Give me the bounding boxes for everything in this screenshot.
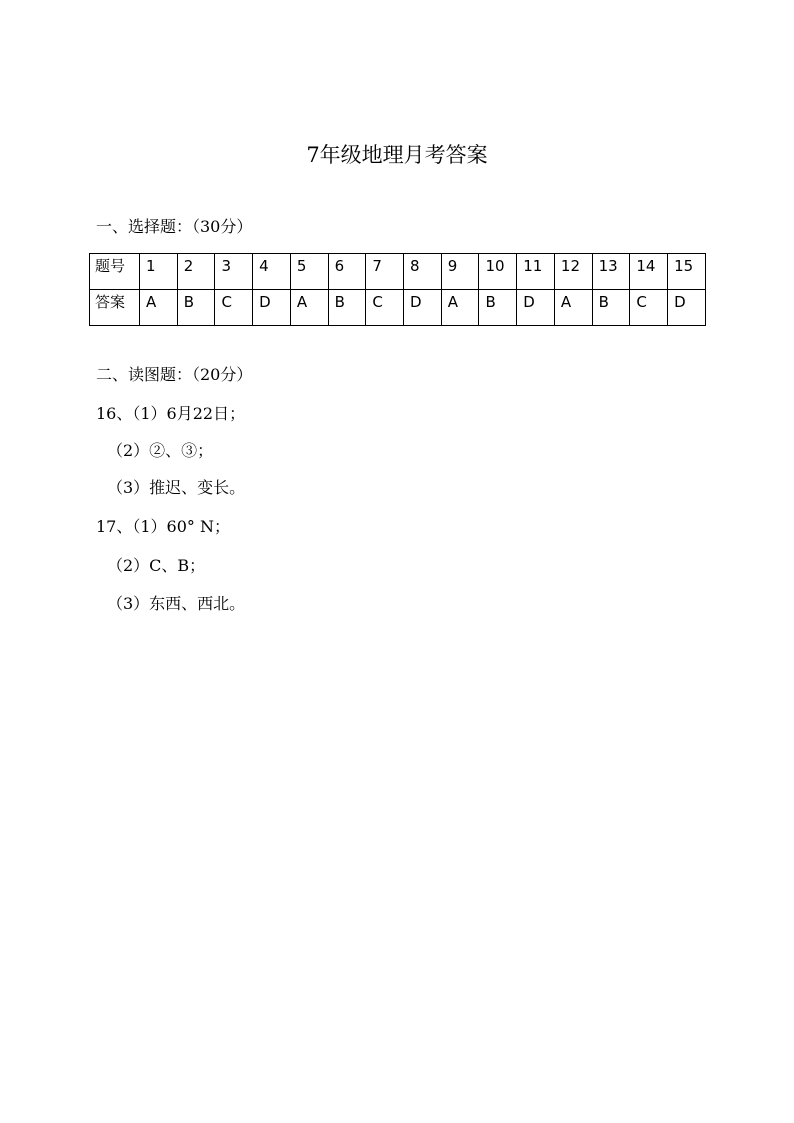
question-number-cell: 7 [366, 254, 404, 290]
question-number-cell: 6 [328, 254, 366, 290]
question-number-cell: 1 [140, 254, 178, 290]
question-number-cell: 4 [253, 254, 291, 290]
question-number-cell: 13 [592, 254, 630, 290]
q17-answer-2: （2）C、B； [107, 556, 206, 575]
q16-answer-3: （3）推迟、变长。 [107, 478, 246, 497]
answer-cell: A [441, 290, 479, 326]
answer-cell: A [554, 290, 592, 326]
answer-cell: C [630, 290, 668, 326]
answer-cell: D [517, 290, 555, 326]
question-number-label: 题号 [90, 254, 140, 290]
answer-cell: D [668, 290, 706, 326]
answer-label: 答案 [90, 290, 140, 326]
question-number-cell: 9 [441, 254, 479, 290]
answer-cell: C [366, 290, 404, 326]
answer-cell: A [140, 290, 178, 326]
question-number-cell: 8 [404, 254, 442, 290]
answer-cell: B [592, 290, 630, 326]
q16-answer-1: 16、（1）6月22日； [96, 404, 246, 423]
section-heading-multiple-choice: 一、选择题：（30分） [96, 217, 253, 236]
section-heading-map-reading: 二、读图题：（20分） [96, 365, 253, 384]
q17-answer-3: （3）东西、西北。 [107, 594, 246, 613]
answer-cell: C [215, 290, 253, 326]
question-number-cell: 14 [630, 254, 668, 290]
page-title: 7年级地理月考答案 [306, 143, 488, 167]
q17-answer-1: 17、（1）60° N； [96, 517, 230, 536]
question-number-cell: 15 [668, 254, 706, 290]
answer-table [89, 253, 706, 326]
q16-answer-2: （2）②、③； [107, 441, 214, 460]
question-number-cell: 10 [479, 254, 517, 290]
question-number-cell: 3 [215, 254, 253, 290]
answer-row [90, 290, 706, 326]
question-number-cell: 12 [554, 254, 592, 290]
question-number-row [90, 254, 706, 290]
answer-cell: D [404, 290, 442, 326]
answer-cell: B [177, 290, 215, 326]
answer-cell: B [328, 290, 366, 326]
question-number-cell: 5 [290, 254, 328, 290]
question-number-cell: 2 [177, 254, 215, 290]
answer-cell: B [479, 290, 517, 326]
question-number-cell: 11 [517, 254, 555, 290]
answer-cell: D [253, 290, 291, 326]
answer-cell: A [290, 290, 328, 326]
